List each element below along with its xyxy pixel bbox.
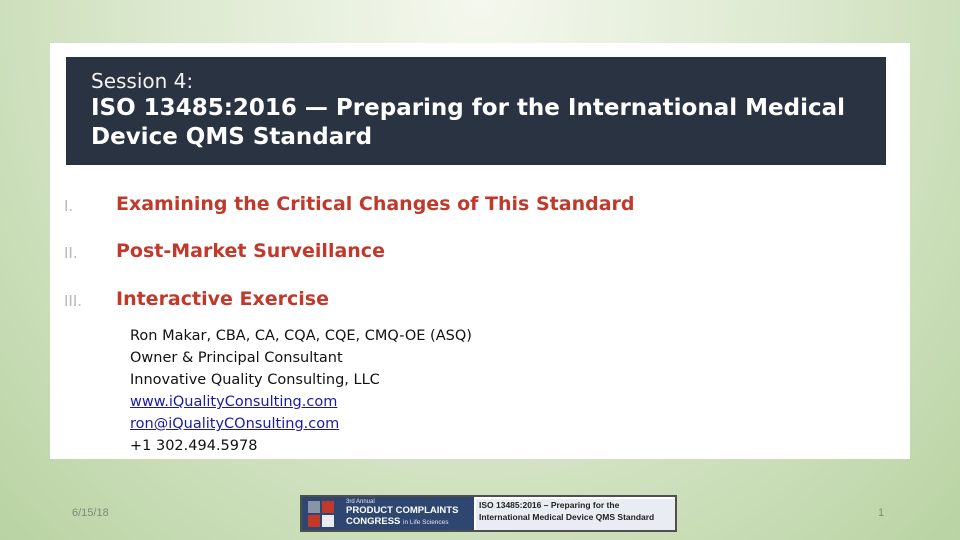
- email-link[interactable]: ron@iQualityCOnsulting.com: [130, 416, 340, 432]
- logo-event-suffix: in Life Sciences: [403, 519, 449, 526]
- banner-session-title: [476, 499, 676, 530]
- banner-session-line2: International Medical Device QMS Standard: [479, 512, 655, 522]
- presenter-phone: +1 302.494.5978: [130, 438, 258, 454]
- session-label: Session 4:: [91, 69, 194, 93]
- agenda-number: III.: [64, 292, 83, 310]
- logo-event-line1: PRODUCT COMPLAINTS: [346, 505, 459, 516]
- slide-date: 6/15/18: [72, 507, 109, 519]
- agenda-number: II.: [64, 244, 78, 262]
- page-number: 1: [878, 507, 885, 519]
- slide-title: ISO 13485:2016 — Preparing for the International Medical Device QMS Standard: [91, 95, 846, 150]
- agenda-number: I.: [64, 197, 74, 215]
- agenda-label: Post-Market Surveillance: [116, 240, 385, 262]
- agenda-label: Interactive Exercise: [116, 288, 329, 310]
- conference-logo: [302, 497, 474, 530]
- agenda-label: Examining the Critical Changes of This Standard: [116, 193, 635, 215]
- presenter-role: Owner & Principal Consultant: [130, 350, 343, 366]
- logo-mark-icon: [308, 501, 334, 527]
- contact-block: [130, 325, 472, 457]
- slide-card: [50, 43, 910, 459]
- presenter-company: Innovative Quality Consulting, LLC: [130, 372, 380, 388]
- presenter-name: Ron Makar, CBA, CA, CQA, CQE, CMQ-OE (ASQ): [130, 328, 472, 344]
- logo-event-line2: [346, 517, 449, 528]
- logo-event-name: CONGRESS: [346, 516, 401, 527]
- title-header: [66, 57, 886, 165]
- conference-banner: [300, 495, 677, 532]
- website-link[interactable]: www.iQualityConsulting.com: [130, 394, 338, 410]
- logo-edition: 3rd Annual: [346, 499, 375, 505]
- banner-session-line1: ISO 13485:2016 – Preparing for the: [479, 500, 620, 510]
